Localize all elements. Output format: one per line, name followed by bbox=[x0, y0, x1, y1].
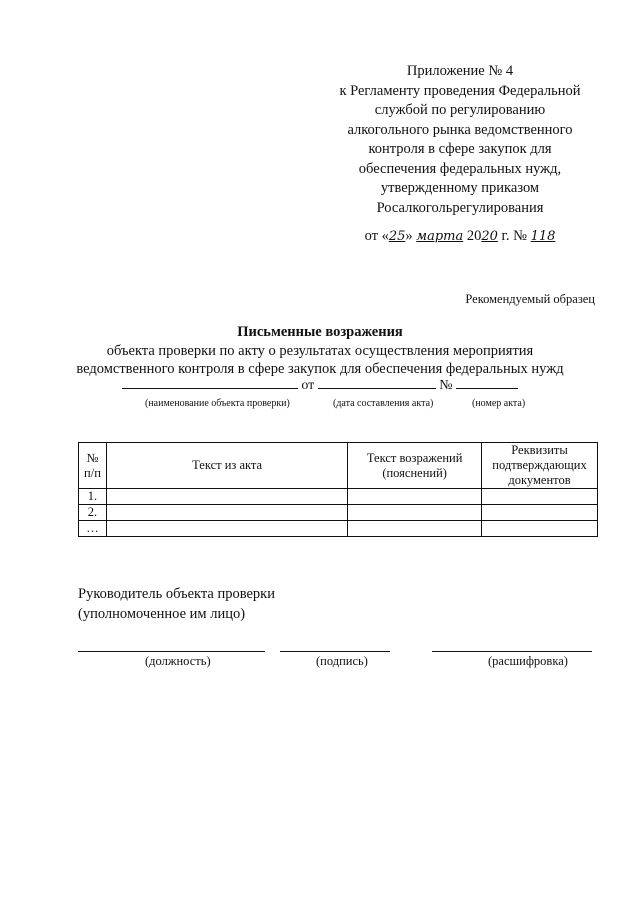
act-date-blank[interactable] bbox=[318, 376, 436, 389]
appendix-line: контроля в сфере закупок для bbox=[368, 141, 552, 157]
documents-cell[interactable] bbox=[482, 505, 598, 521]
appendix-line: утвержденному приказом bbox=[380, 180, 540, 196]
subtitle-line: ведомственного контроля в сфере закупок для обеспечения федеральных нужд bbox=[76, 361, 564, 377]
order-year-handwritten: 20 bbox=[481, 229, 498, 244]
order-quote-close: » bbox=[405, 228, 413, 244]
act-number-hint: (номер акта) bbox=[472, 398, 526, 409]
from-label: от bbox=[301, 378, 315, 393]
number-label: № bbox=[439, 378, 453, 393]
appendix-line: службой по регулированию bbox=[374, 102, 546, 118]
object-name-hint: (наименование объекта проверки) bbox=[145, 398, 290, 409]
order-month-handwritten: марта bbox=[416, 229, 464, 244]
position-label: (должность) bbox=[145, 654, 211, 668]
order-day-handwritten: 25 bbox=[388, 229, 406, 244]
appendix-line: Приложение № 4 bbox=[406, 63, 514, 79]
document-subtitle bbox=[0, 342, 640, 378]
signature-line[interactable] bbox=[280, 651, 390, 652]
recommended-sample-label: Рекомендуемый образец bbox=[465, 292, 595, 306]
order-year-prefix: 20 bbox=[466, 228, 482, 244]
appendix-line: к Регламенту проведения Федеральной bbox=[339, 82, 581, 99]
document-title: Письменные возражения bbox=[237, 324, 403, 340]
appendix-line: алкогольного рынка ведомственного bbox=[347, 121, 573, 138]
appendix-line: Росалкогольрегулирования bbox=[376, 199, 544, 216]
order-prefix: от « bbox=[364, 228, 389, 244]
table-row bbox=[79, 505, 598, 521]
signer-block bbox=[78, 584, 275, 624]
appendix-line: обеспечения федеральных нужд, bbox=[358, 160, 562, 177]
documents-cell[interactable] bbox=[482, 489, 598, 505]
position-signature-line[interactable] bbox=[78, 651, 265, 652]
appendix-header bbox=[320, 62, 600, 247]
order-date-number bbox=[320, 227, 600, 247]
row-number-cell: 1. bbox=[79, 489, 107, 505]
objections-table bbox=[78, 442, 598, 537]
act-number-blank[interactable] bbox=[456, 376, 518, 389]
order-number-handwritten: 118 bbox=[530, 229, 556, 244]
column-header: № п/п bbox=[79, 443, 107, 489]
decoding-label: (расшифровка) bbox=[488, 654, 568, 668]
act-text-cell[interactable] bbox=[106, 521, 347, 537]
act-reference-row bbox=[0, 376, 640, 394]
act-date-hint: (дата составления акта) bbox=[333, 398, 434, 409]
decoding-signature-line[interactable] bbox=[432, 651, 592, 652]
documents-cell[interactable] bbox=[482, 521, 598, 537]
table-row bbox=[79, 521, 598, 537]
table-row bbox=[79, 489, 598, 505]
object-name-blank[interactable] bbox=[122, 376, 298, 389]
row-number-cell: … bbox=[79, 521, 107, 537]
column-header: Реквизиты подтверждающих документов bbox=[482, 443, 598, 489]
signature-label: (подпись) bbox=[316, 654, 368, 668]
column-header: Текст возражений (пояснений) bbox=[348, 443, 482, 489]
table-header-row bbox=[79, 443, 598, 489]
row-number-cell: 2. bbox=[79, 505, 107, 521]
act-text-cell[interactable] bbox=[106, 505, 347, 521]
subtitle-line: объекта проверки по акту о результатах осуществления мероприятия bbox=[106, 343, 534, 359]
column-header: Текст из акта bbox=[106, 443, 347, 489]
objection-text-cell[interactable] bbox=[348, 521, 482, 537]
signer-line: (уполномоченное им лицо) bbox=[78, 606, 246, 622]
order-year-after: г. № bbox=[497, 228, 531, 244]
act-text-cell[interactable] bbox=[106, 489, 347, 505]
objection-text-cell[interactable] bbox=[348, 505, 482, 521]
signer-line: Руководитель объекта проверки bbox=[78, 586, 275, 602]
objection-text-cell[interactable] bbox=[348, 489, 482, 505]
